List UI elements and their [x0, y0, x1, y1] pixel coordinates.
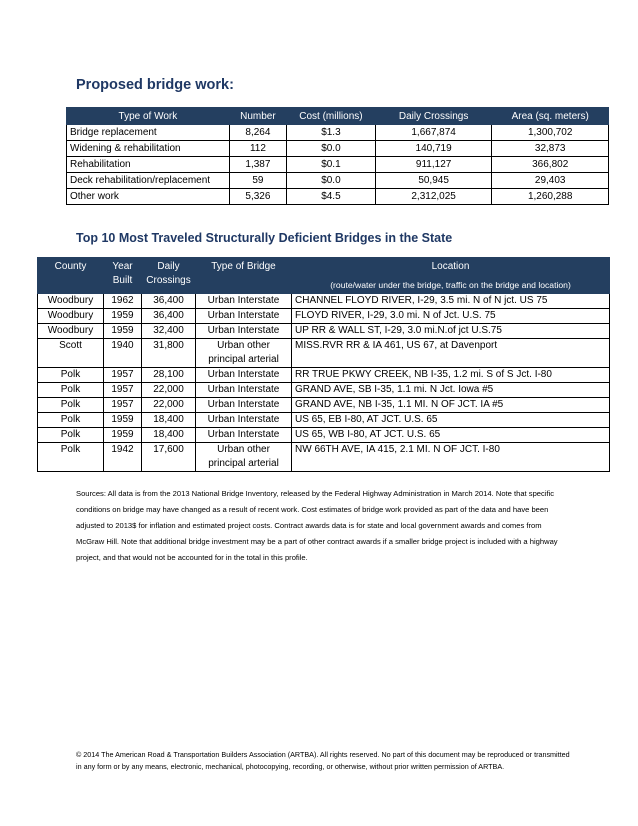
type-of-work-cell: Widening & rehabilitation — [67, 141, 230, 157]
type-of-work-cell: Rehabilitation — [67, 157, 230, 173]
county-cell: Polk — [38, 413, 104, 428]
table-row — [67, 157, 609, 173]
type-of-bridge-cell: Urban other principal arterial — [196, 443, 292, 472]
col-type-of-bridge: Type of Bridge — [196, 258, 292, 294]
table-row — [38, 413, 610, 428]
daily-crossings-cell: 28,100 — [142, 368, 196, 383]
daily-crossings-cell: 18,400 — [142, 413, 196, 428]
col-area: Area (sq. meters) — [492, 108, 609, 125]
year-built-cell: 1959 — [104, 324, 142, 339]
location-cell: NW 66TH AVE, IA 415, 2.1 MI. N OF JCT. I-80 — [292, 443, 610, 472]
table-header-row — [38, 258, 610, 294]
type-of-bridge-cell: Urban Interstate — [196, 413, 292, 428]
type-of-bridge-cell: Urban Interstate — [196, 383, 292, 398]
proposed-work-table — [66, 107, 609, 205]
daily-crossings-cell: 1,667,874 — [375, 125, 492, 141]
area-cell: 366,802 — [492, 157, 609, 173]
daily-crossings-cell: 18,400 — [142, 428, 196, 443]
table-row — [38, 428, 610, 443]
table-row — [67, 173, 609, 189]
table-row — [67, 125, 609, 141]
type-of-bridge-cell: Urban other principal arterial — [196, 339, 292, 368]
table-row — [38, 398, 610, 413]
cost-cell: $1.3 — [287, 125, 376, 141]
col-location-sublabel: (route/water under the bridge, traffic on the bridge and location) — [330, 280, 571, 290]
county-cell: Polk — [38, 443, 104, 472]
type-of-bridge-cell: Urban Interstate — [196, 309, 292, 324]
location-cell: RR TRUE PKWY CREEK, NB I-35, 1.2 mi. S of S Jct. I-80 — [292, 368, 610, 383]
location-cell: FLOYD RIVER, I-29, 3.0 mi. N of Jct. U.S. 75 — [292, 309, 610, 324]
sources-note: Sources: All data is from the 2013 National Bridge Inventory, released by the Federal Highway Administration in March 2014. Note that specific conditions on bridge may have changed as a result of recent work. Cost estimates of bridge work provided as part of the data and have been adjusted to 2013$ for inflation and estimated project costs. Contract awards data is for state and local government awards and comes from McGraw Hill. Note that additional bridge investment may be a part of other contract awards if a smaller bridge project is included with a highway project, and that would not be accounted for in the total in this profile. — [76, 489, 558, 562]
area-cell: 1,260,288 — [492, 189, 609, 205]
year-built-cell: 1957 — [104, 368, 142, 383]
table-row — [67, 141, 609, 157]
type-of-work-cell: Other work — [67, 189, 230, 205]
daily-crossings-cell: 31,800 — [142, 339, 196, 368]
year-built-cell: 1957 — [104, 398, 142, 413]
county-cell: Woodbury — [38, 309, 104, 324]
col-county: County — [38, 258, 104, 294]
cost-cell: $0.0 — [287, 141, 376, 157]
daily-crossings-cell: 911,127 — [375, 157, 492, 173]
col-location-label: Location — [431, 261, 470, 272]
table-row — [38, 309, 610, 324]
location-cell: MISS.RVR RR & IA 461, US 67, at Davenport — [292, 339, 610, 368]
cost-cell: $4.5 — [287, 189, 376, 205]
col-daily-crossings: Daily Crossings — [142, 258, 196, 294]
county-cell: Polk — [38, 428, 104, 443]
number-cell: 1,387 — [229, 157, 286, 173]
type-of-work-cell: Deck rehabilitation/replacement — [67, 173, 230, 189]
year-built-cell: 1957 — [104, 383, 142, 398]
col-year-built: Year Built — [104, 258, 142, 294]
type-of-bridge-cell: Urban Interstate — [196, 428, 292, 443]
type-of-bridge-cell: Urban Interstate — [196, 398, 292, 413]
type-of-bridge-cell: Urban Interstate — [196, 368, 292, 383]
table-row — [38, 368, 610, 383]
daily-crossings-cell: 22,000 — [142, 398, 196, 413]
proposed-work-rows — [67, 125, 609, 205]
area-cell: 32,873 — [492, 141, 609, 157]
col-number: Number — [229, 108, 286, 125]
area-cell: 29,403 — [492, 173, 609, 189]
daily-crossings-cell: 36,400 — [142, 294, 196, 309]
proposed-work-title: Proposed bridge work: — [76, 77, 234, 93]
table-row — [38, 443, 610, 472]
year-built-cell: 1959 — [104, 309, 142, 324]
area-cell: 1,300,702 — [492, 125, 609, 141]
type-of-bridge-cell: Urban Interstate — [196, 324, 292, 339]
county-cell: Scott — [38, 339, 104, 368]
location-cell: US 65, EB I-80, AT JCT. U.S. 65 — [292, 413, 610, 428]
county-cell: Woodbury — [38, 324, 104, 339]
table-row — [67, 189, 609, 205]
daily-crossings-cell: 140,719 — [375, 141, 492, 157]
cost-cell: $0.1 — [287, 157, 376, 173]
location-cell: US 65, WB I-80, AT JCT. U.S. 65 — [292, 428, 610, 443]
copyright-footer: © 2014 The American Road & Transportation Builders Association (ARTBA). All rights reserved. No part of this document may be reproduced or transmitted in any form or by any means, electronic, mechanical, photocopying, recording, or otherwise, without prior written permission of ARTBA. — [76, 750, 570, 771]
number-cell: 5,326 — [229, 189, 286, 205]
number-cell: 59 — [229, 173, 286, 189]
county-cell: Polk — [38, 398, 104, 413]
year-built-cell: 1942 — [104, 443, 142, 472]
year-built-cell: 1962 — [104, 294, 142, 309]
location-cell: GRAND AVE, NB I-35, 1.1 MI. N OF JCT. IA #5 — [292, 398, 610, 413]
table-header-row — [67, 108, 609, 125]
cost-cell: $0.0 — [287, 173, 376, 189]
col-location — [292, 258, 610, 294]
number-cell: 8,264 — [229, 125, 286, 141]
table-row — [38, 294, 610, 309]
county-cell: Woodbury — [38, 294, 104, 309]
daily-crossings-cell: 32,400 — [142, 324, 196, 339]
col-type-of-work: Type of Work — [67, 108, 230, 125]
table-row — [38, 339, 610, 368]
daily-crossings-cell: 17,600 — [142, 443, 196, 472]
table-row — [38, 383, 610, 398]
number-cell: 112 — [229, 141, 286, 157]
year-built-cell: 1959 — [104, 413, 142, 428]
location-cell: GRAND AVE, SB I-35, 1.1 mi. N Jct. Iowa #5 — [292, 383, 610, 398]
daily-crossings-cell: 2,312,025 — [375, 189, 492, 205]
county-cell: Polk — [38, 368, 104, 383]
col-cost: Cost (millions) — [287, 108, 376, 125]
type-of-bridge-cell: Urban Interstate — [196, 294, 292, 309]
year-built-cell: 1959 — [104, 428, 142, 443]
col-daily-crossings: Daily Crossings — [375, 108, 492, 125]
type-of-work-cell: Bridge replacement — [67, 125, 230, 141]
top10-rows — [38, 294, 610, 472]
county-cell: Polk — [38, 383, 104, 398]
table-row — [38, 324, 610, 339]
year-built-cell: 1940 — [104, 339, 142, 368]
location-cell: UP RR & WALL ST, I-29, 3.0 mi.N.of jct U.S.75 — [292, 324, 610, 339]
top10-bridges-table — [37, 257, 610, 472]
top10-title: Top 10 Most Traveled Structurally Deficient Bridges in the State — [76, 231, 453, 245]
daily-crossings-cell: 36,400 — [142, 309, 196, 324]
daily-crossings-cell: 22,000 — [142, 383, 196, 398]
daily-crossings-cell: 50,945 — [375, 173, 492, 189]
location-cell: CHANNEL FLOYD RIVER, I-29, 3.5 mi. N of N jct. US 75 — [292, 294, 610, 309]
